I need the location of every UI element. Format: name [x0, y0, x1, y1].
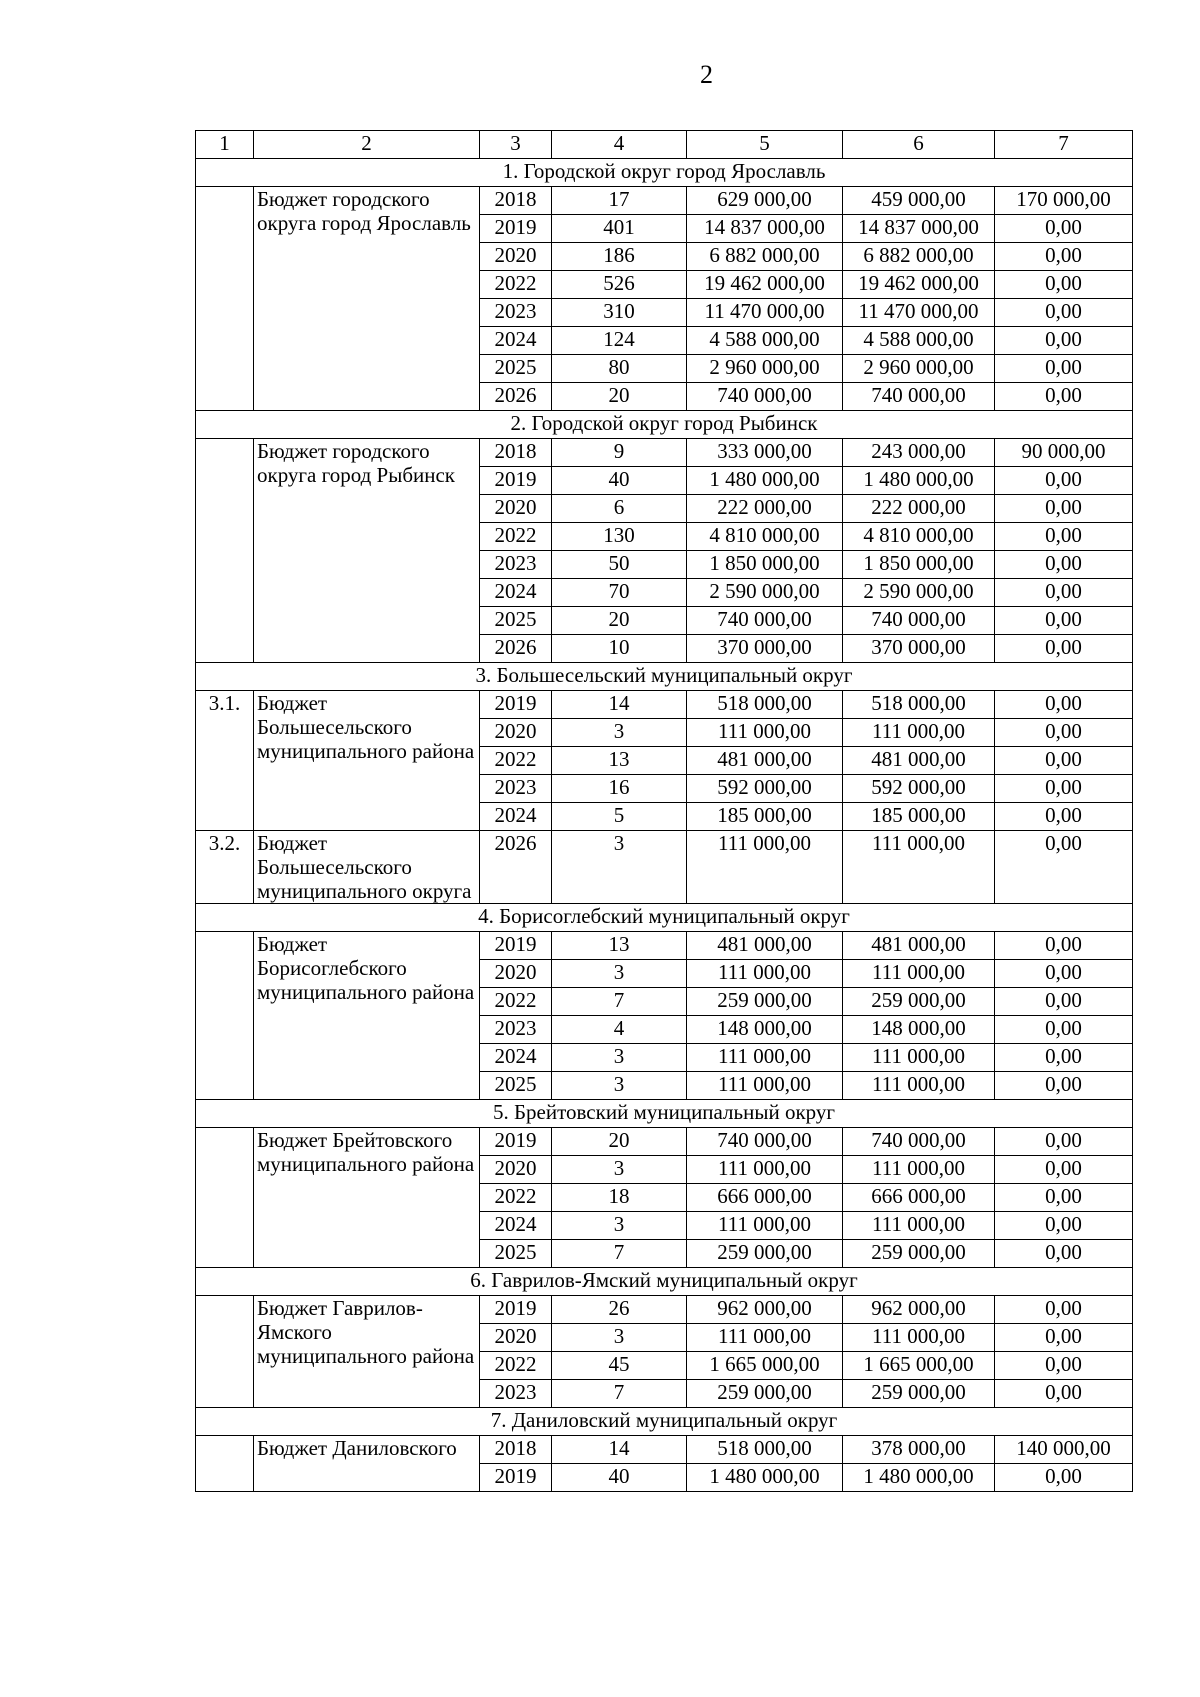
- amount-col7-cell: 0,00: [995, 355, 1133, 383]
- amount-col6-cell: 962 000,00: [843, 1296, 995, 1324]
- amount-col7-cell: 0,00: [995, 775, 1133, 803]
- column-number: 7: [995, 131, 1133, 159]
- year-cell: 2019: [480, 1128, 552, 1156]
- total-amount-cell: 2 960 000,00: [687, 355, 843, 383]
- budget-name: Бюджет Большесельского муниципального округа: [254, 831, 480, 904]
- total-amount-cell: 666 000,00: [687, 1184, 843, 1212]
- total-amount-cell: 370 000,00: [687, 635, 843, 663]
- amount-col6-cell: 259 000,00: [843, 1240, 995, 1268]
- total-amount-cell: 740 000,00: [687, 1128, 843, 1156]
- budget-name: Бюджет городского округа город Ярославль: [254, 187, 480, 411]
- row-item-number: 3.1.: [196, 691, 254, 831]
- amount-col7-cell: 0,00: [995, 299, 1133, 327]
- count-cell: 3: [552, 1044, 687, 1072]
- total-amount-cell: 111 000,00: [687, 1044, 843, 1072]
- total-amount-cell: 518 000,00: [687, 691, 843, 719]
- count-cell: 13: [552, 747, 687, 775]
- count-cell: 14: [552, 1436, 687, 1464]
- year-cell: 2024: [480, 579, 552, 607]
- year-cell: 2023: [480, 551, 552, 579]
- amount-col7-cell: 0,00: [995, 467, 1133, 495]
- count-cell: 26: [552, 1296, 687, 1324]
- total-amount-cell: 1 665 000,00: [687, 1352, 843, 1380]
- amount-col6-cell: 378 000,00: [843, 1436, 995, 1464]
- count-cell: 7: [552, 1380, 687, 1408]
- amount-col6-cell: 1 665 000,00: [843, 1352, 995, 1380]
- column-number: 6: [843, 131, 995, 159]
- year-cell: 2020: [480, 960, 552, 988]
- amount-col6-cell: 148 000,00: [843, 1016, 995, 1044]
- year-cell: 2018: [480, 187, 552, 215]
- amount-col7-cell: 0,00: [995, 1072, 1133, 1100]
- section-header-row: [196, 1408, 1133, 1436]
- amount-col6-cell: 259 000,00: [843, 988, 995, 1016]
- column-number: 4: [552, 131, 687, 159]
- column-number: 3: [480, 131, 552, 159]
- count-cell: 401: [552, 215, 687, 243]
- year-cell: 2019: [480, 467, 552, 495]
- count-cell: 20: [552, 383, 687, 411]
- count-cell: 310: [552, 299, 687, 327]
- table-row: [196, 932, 1133, 960]
- amount-col6-cell: 1 480 000,00: [843, 467, 995, 495]
- total-amount-cell: 222 000,00: [687, 495, 843, 523]
- total-amount-cell: 1 480 000,00: [687, 1464, 843, 1492]
- row-item-number: [196, 1296, 254, 1408]
- amount-col7-cell: 0,00: [995, 383, 1133, 411]
- year-cell: 2025: [480, 607, 552, 635]
- year-cell: 2022: [480, 747, 552, 775]
- year-cell: 2025: [480, 1240, 552, 1268]
- count-cell: 7: [552, 988, 687, 1016]
- year-cell: 2020: [480, 495, 552, 523]
- total-amount-cell: 259 000,00: [687, 1240, 843, 1268]
- year-cell: 2024: [480, 1212, 552, 1240]
- amount-col6-cell: 2 590 000,00: [843, 579, 995, 607]
- count-cell: 186: [552, 243, 687, 271]
- total-amount-cell: 629 000,00: [687, 187, 843, 215]
- count-cell: 20: [552, 1128, 687, 1156]
- row-item-number: [196, 439, 254, 663]
- year-cell: 2025: [480, 355, 552, 383]
- amount-col7-cell: 0,00: [995, 523, 1133, 551]
- count-cell: 40: [552, 1464, 687, 1492]
- count-cell: 3: [552, 719, 687, 747]
- amount-col6-cell: 222 000,00: [843, 495, 995, 523]
- count-cell: 70: [552, 579, 687, 607]
- total-amount-cell: 962 000,00: [687, 1296, 843, 1324]
- amount-col6-cell: 1 480 000,00: [843, 1464, 995, 1492]
- budget-name: Бюджет Большесельского муниципального района: [254, 691, 480, 831]
- total-amount-cell: 259 000,00: [687, 988, 843, 1016]
- row-item-number: 3.2.: [196, 831, 254, 904]
- total-amount-cell: 19 462 000,00: [687, 271, 843, 299]
- total-amount-cell: 148 000,00: [687, 1016, 843, 1044]
- count-cell: 3: [552, 1324, 687, 1352]
- count-cell: 3: [552, 960, 687, 988]
- count-cell: 14: [552, 691, 687, 719]
- amount-col6-cell: 111 000,00: [843, 1072, 995, 1100]
- amount-col7-cell: 0,00: [995, 1240, 1133, 1268]
- total-amount-cell: 14 837 000,00: [687, 215, 843, 243]
- table-row: [196, 1128, 1133, 1156]
- count-cell: 3: [552, 1072, 687, 1100]
- amount-col6-cell: 2 960 000,00: [843, 355, 995, 383]
- total-amount-cell: 2 590 000,00: [687, 579, 843, 607]
- row-item-number: [196, 1128, 254, 1268]
- year-cell: 2022: [480, 1352, 552, 1380]
- count-cell: 18: [552, 1184, 687, 1212]
- total-amount-cell: 1 850 000,00: [687, 551, 843, 579]
- total-amount-cell: 11 470 000,00: [687, 299, 843, 327]
- amount-col6-cell: 740 000,00: [843, 607, 995, 635]
- amount-col6-cell: 11 470 000,00: [843, 299, 995, 327]
- year-cell: 2023: [480, 1016, 552, 1044]
- total-amount-cell: 259 000,00: [687, 1380, 843, 1408]
- table-row: [196, 439, 1133, 467]
- count-cell: 3: [552, 831, 687, 904]
- count-cell: 16: [552, 775, 687, 803]
- total-amount-cell: 1 480 000,00: [687, 467, 843, 495]
- table-row: [196, 691, 1133, 719]
- year-cell: 2019: [480, 1296, 552, 1324]
- budget-name: Бюджет городского округа город Рыбинск: [254, 439, 480, 663]
- amount-col6-cell: 111 000,00: [843, 831, 995, 904]
- amount-col6-cell: 243 000,00: [843, 439, 995, 467]
- year-cell: 2023: [480, 299, 552, 327]
- year-cell: 2018: [480, 439, 552, 467]
- table-body: [196, 131, 1133, 1492]
- page-number: 2: [700, 60, 713, 89]
- amount-col7-cell: 0,00: [995, 1016, 1133, 1044]
- year-cell: 2020: [480, 1324, 552, 1352]
- year-cell: 2024: [480, 327, 552, 355]
- table-row: [196, 187, 1133, 215]
- total-amount-cell: 6 882 000,00: [687, 243, 843, 271]
- total-amount-cell: 4 588 000,00: [687, 327, 843, 355]
- amount-col6-cell: 592 000,00: [843, 775, 995, 803]
- amount-col7-cell: 0,00: [995, 1380, 1133, 1408]
- total-amount-cell: 740 000,00: [687, 607, 843, 635]
- count-cell: 9: [552, 439, 687, 467]
- amount-col7-cell: 0,00: [995, 635, 1133, 663]
- total-amount-cell: 111 000,00: [687, 960, 843, 988]
- total-amount-cell: 111 000,00: [687, 1212, 843, 1240]
- total-amount-cell: 111 000,00: [687, 831, 843, 904]
- year-cell: 2025: [480, 1072, 552, 1100]
- total-amount-cell: 592 000,00: [687, 775, 843, 803]
- amount-col6-cell: 459 000,00: [843, 187, 995, 215]
- count-cell: 10: [552, 635, 687, 663]
- section-title: 5. Брейтовский муниципальный округ: [196, 1100, 1133, 1128]
- total-amount-cell: 740 000,00: [687, 383, 843, 411]
- count-cell: 6: [552, 495, 687, 523]
- amount-col6-cell: 111 000,00: [843, 1324, 995, 1352]
- section-header-row: [196, 1268, 1133, 1296]
- budget-table: [195, 130, 1133, 1492]
- amount-col6-cell: 111 000,00: [843, 1212, 995, 1240]
- year-cell: 2024: [480, 1044, 552, 1072]
- section-title: 6. Гаврилов-Ямский муниципальный округ: [196, 1268, 1133, 1296]
- amount-col7-cell: 0,00: [995, 831, 1133, 904]
- budget-name: Бюджет Гаврилов-Ямского муниципального района: [254, 1296, 480, 1408]
- budget-name: Бюджет Борисоглебского муниципального района: [254, 932, 480, 1100]
- amount-col6-cell: 4 810 000,00: [843, 523, 995, 551]
- total-amount-cell: 4 810 000,00: [687, 523, 843, 551]
- column-number-row: [196, 131, 1133, 159]
- amount-col6-cell: 19 462 000,00: [843, 271, 995, 299]
- total-amount-cell: 111 000,00: [687, 1156, 843, 1184]
- amount-col7-cell: 170 000,00: [995, 187, 1133, 215]
- table-row: [196, 831, 1133, 904]
- section-title: 3. Большесельский муниципальный округ: [196, 663, 1133, 691]
- year-cell: 2023: [480, 1380, 552, 1408]
- amount-col6-cell: 185 000,00: [843, 803, 995, 831]
- count-cell: 3: [552, 1212, 687, 1240]
- section-title: 2. Городской округ город Рыбинск: [196, 411, 1133, 439]
- amount-col7-cell: 0,00: [995, 803, 1133, 831]
- table-row: [196, 1436, 1133, 1464]
- total-amount-cell: 111 000,00: [687, 1324, 843, 1352]
- year-cell: 2020: [480, 719, 552, 747]
- amount-col7-cell: 0,00: [995, 960, 1133, 988]
- count-cell: 50: [552, 551, 687, 579]
- amount-col6-cell: 111 000,00: [843, 1044, 995, 1072]
- section-title: 1. Городской округ город Ярославль: [196, 159, 1133, 187]
- section-header-row: [196, 411, 1133, 439]
- count-cell: 20: [552, 607, 687, 635]
- year-cell: 2019: [480, 691, 552, 719]
- count-cell: 5: [552, 803, 687, 831]
- amount-col6-cell: 740 000,00: [843, 383, 995, 411]
- count-cell: 7: [552, 1240, 687, 1268]
- amount-col7-cell: 0,00: [995, 607, 1133, 635]
- amount-col7-cell: 0,00: [995, 271, 1133, 299]
- amount-col7-cell: 0,00: [995, 1212, 1133, 1240]
- amount-col6-cell: 111 000,00: [843, 960, 995, 988]
- budget-name: Бюджет Брейтовского муниципального района: [254, 1128, 480, 1268]
- amount-col7-cell: 0,00: [995, 1324, 1133, 1352]
- amount-col7-cell: 140 000,00: [995, 1436, 1133, 1464]
- total-amount-cell: 185 000,00: [687, 803, 843, 831]
- amount-col7-cell: 0,00: [995, 579, 1133, 607]
- amount-col6-cell: 111 000,00: [843, 719, 995, 747]
- amount-col7-cell: 0,00: [995, 747, 1133, 775]
- count-cell: 130: [552, 523, 687, 551]
- amount-col7-cell: 0,00: [995, 1296, 1133, 1324]
- amount-col7-cell: 0,00: [995, 551, 1133, 579]
- year-cell: 2022: [480, 1184, 552, 1212]
- year-cell: 2026: [480, 831, 552, 904]
- year-cell: 2024: [480, 803, 552, 831]
- amount-col6-cell: 259 000,00: [843, 1380, 995, 1408]
- section-header-row: [196, 1100, 1133, 1128]
- year-cell: 2026: [480, 383, 552, 411]
- amount-col7-cell: 0,00: [995, 719, 1133, 747]
- amount-col6-cell: 481 000,00: [843, 932, 995, 960]
- amount-col7-cell: 0,00: [995, 1352, 1133, 1380]
- section-header-row: [196, 159, 1133, 187]
- amount-col7-cell: 0,00: [995, 243, 1133, 271]
- year-cell: 2019: [480, 1464, 552, 1492]
- section-title: 7. Даниловский муниципальный округ: [196, 1408, 1133, 1436]
- budget-name: Бюджет Даниловского: [254, 1436, 480, 1492]
- amount-col6-cell: 370 000,00: [843, 635, 995, 663]
- amount-col6-cell: 666 000,00: [843, 1184, 995, 1212]
- year-cell: 2020: [480, 243, 552, 271]
- year-cell: 2019: [480, 215, 552, 243]
- total-amount-cell: 518 000,00: [687, 1436, 843, 1464]
- total-amount-cell: 111 000,00: [687, 1072, 843, 1100]
- section-title: 4. Борисоглебский муниципальный округ: [196, 904, 1133, 932]
- column-number: 2: [254, 131, 480, 159]
- section-header-row: [196, 663, 1133, 691]
- amount-col7-cell: 0,00: [995, 1184, 1133, 1212]
- year-cell: 2022: [480, 988, 552, 1016]
- column-number: 5: [687, 131, 843, 159]
- amount-col7-cell: 0,00: [995, 1464, 1133, 1492]
- row-item-number: [196, 1436, 254, 1492]
- amount-col7-cell: 0,00: [995, 691, 1133, 719]
- count-cell: 45: [552, 1352, 687, 1380]
- table-row: [196, 1296, 1133, 1324]
- total-amount-cell: 481 000,00: [687, 932, 843, 960]
- amount-col7-cell: 0,00: [995, 215, 1133, 243]
- year-cell: 2022: [480, 523, 552, 551]
- amount-col6-cell: 481 000,00: [843, 747, 995, 775]
- amount-col7-cell: 0,00: [995, 1128, 1133, 1156]
- total-amount-cell: 333 000,00: [687, 439, 843, 467]
- column-number: 1: [196, 131, 254, 159]
- year-cell: 2019: [480, 932, 552, 960]
- amount-col7-cell: 90 000,00: [995, 439, 1133, 467]
- count-cell: 3: [552, 1156, 687, 1184]
- amount-col6-cell: 6 882 000,00: [843, 243, 995, 271]
- count-cell: 13: [552, 932, 687, 960]
- total-amount-cell: 111 000,00: [687, 719, 843, 747]
- count-cell: 17: [552, 187, 687, 215]
- year-cell: 2022: [480, 271, 552, 299]
- year-cell: 2020: [480, 1156, 552, 1184]
- amount-col6-cell: 740 000,00: [843, 1128, 995, 1156]
- amount-col7-cell: 0,00: [995, 1044, 1133, 1072]
- count-cell: 4: [552, 1016, 687, 1044]
- count-cell: 124: [552, 327, 687, 355]
- row-item-number: [196, 932, 254, 1100]
- amount-col7-cell: 0,00: [995, 988, 1133, 1016]
- amount-col6-cell: 14 837 000,00: [843, 215, 995, 243]
- amount-col7-cell: 0,00: [995, 327, 1133, 355]
- total-amount-cell: 481 000,00: [687, 747, 843, 775]
- count-cell: 80: [552, 355, 687, 383]
- amount-col6-cell: 111 000,00: [843, 1156, 995, 1184]
- section-header-row: [196, 904, 1133, 932]
- amount-col6-cell: 4 588 000,00: [843, 327, 995, 355]
- amount-col6-cell: 518 000,00: [843, 691, 995, 719]
- row-item-number: [196, 187, 254, 411]
- amount-col6-cell: 1 850 000,00: [843, 551, 995, 579]
- year-cell: 2018: [480, 1436, 552, 1464]
- year-cell: 2026: [480, 635, 552, 663]
- count-cell: 526: [552, 271, 687, 299]
- amount-col7-cell: 0,00: [995, 495, 1133, 523]
- year-cell: 2023: [480, 775, 552, 803]
- amount-col7-cell: 0,00: [995, 932, 1133, 960]
- amount-col7-cell: 0,00: [995, 1156, 1133, 1184]
- count-cell: 40: [552, 467, 687, 495]
